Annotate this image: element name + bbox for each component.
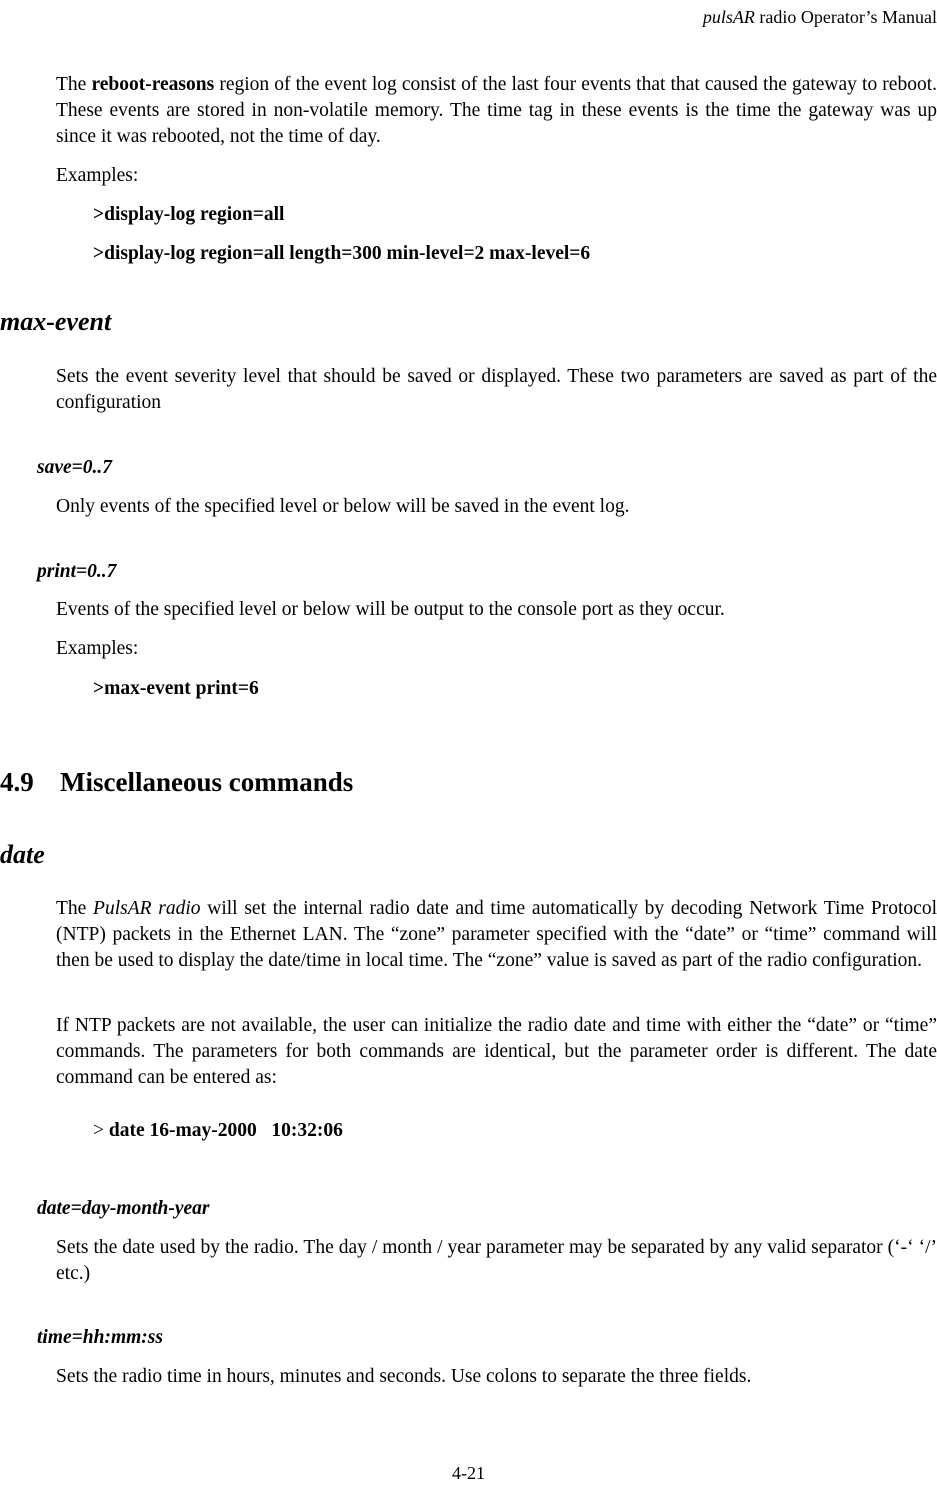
examples-label: Examples:: [56, 165, 139, 186]
example-command-1: >display-log region=all: [93, 204, 285, 225]
max-event-example-command: >max-event print=6: [93, 678, 259, 699]
p1-post: region of the event log consist of the last four events that that caused the gateway to reboot. These events are stored in non-volatile memory. The time tag in these events is the time the gateway was up since it was rebooted, not the time of day.: [56, 74, 937, 147]
max-event-examples-label: Examples:: [56, 638, 139, 659]
max-event-description: Sets the event severity level that should be saved or displayed. These two parameters are saved as part of the configuration: [56, 366, 937, 413]
date-param-description: Sets the date used by the radio. The day / month / year parameter may be separated by any valid separator (‘-‘ ‘/’ etc.): [56, 1237, 937, 1284]
print-param-description: Events of the specified level or below will be output to the console port as they occur.: [56, 599, 725, 620]
date-command-example: [93, 1118, 343, 1144]
header-product-name: pulsAR: [702, 7, 755, 27]
example-command-2: >display-log region=all length=300 min-level=2 max-level=6: [93, 243, 591, 264]
section-title: Miscellaneous commands: [60, 767, 354, 797]
print-param-label: print=0..7: [37, 561, 117, 582]
date-p1-product: PulsAR radio: [93, 898, 201, 919]
date-paragraph-1: [56, 896, 937, 974]
page-number: 4-21: [452, 1463, 485, 1483]
date-heading: date: [0, 840, 45, 869]
p1-pre: The: [56, 74, 92, 95]
page-header: [703, 4, 937, 30]
save-param-label: save=0..7: [37, 457, 113, 478]
p1-bold-term: reboot-reasons: [91, 74, 215, 95]
date-p1-pre: The: [56, 898, 94, 919]
save-param-description: Only events of the specified level or below will be saved in the event log.: [56, 496, 630, 517]
section-heading: [0, 766, 353, 798]
date-param-label: date=day-month-year: [37, 1198, 210, 1219]
date-command-text: date 16-may-2000 10:32:06: [108, 1120, 343, 1141]
date-command-prompt: >: [93, 1120, 109, 1141]
time-param-label: time=hh:mm:ss: [37, 1327, 163, 1348]
reboot-reasons-paragraph: [56, 72, 937, 150]
header-title-rest: radio Operator’s Manual: [754, 7, 937, 27]
max-event-heading: max-event: [0, 307, 112, 336]
date-paragraph-2: If NTP packets are not available, the user can initialize the radio date and time with either the “date” or “time” commands. The parameters for both commands are identical, but the parameter order is different. The date command can be entered as:: [56, 1015, 937, 1088]
section-number: 4.9: [0, 767, 34, 797]
time-param-description: Sets the radio time in hours, minutes and seconds. Use colons to separate the three fields.: [56, 1366, 752, 1387]
date-p1-post: will set the internal radio date and time automatically by decoding Network Time Protocol (NTP) packets in the Ethernet LAN. The “zone” parameter specified with the “date” or “time” command will then be used to display the date/time in local time. The “zone” value is saved as part of the radio configuration.: [56, 898, 937, 971]
